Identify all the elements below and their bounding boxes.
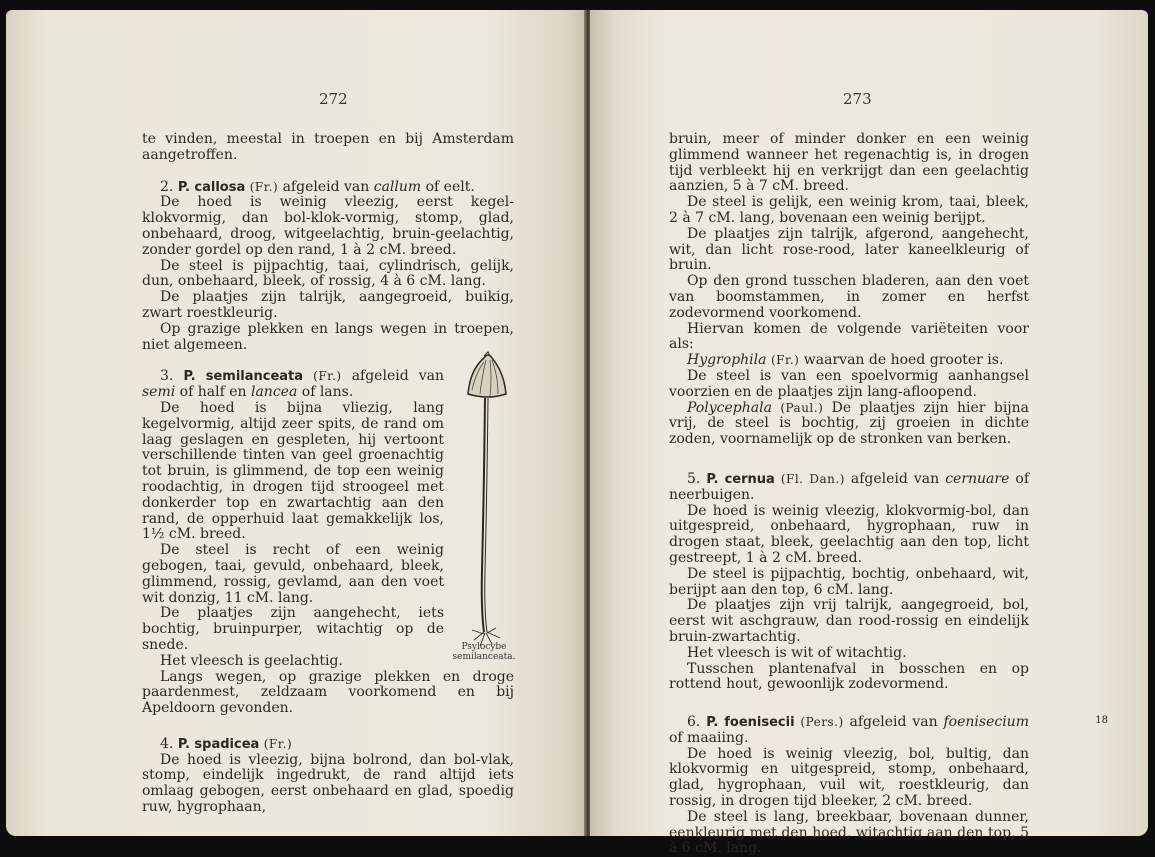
etymology-word: lancea — [250, 384, 298, 401]
paragraph: bruin, meer of minder donker en een weinig glimmend wanneer het regenachtig is, in drogen tijd verbleekt hij en verkrijgt dan een geelachtig aanzien, 5 à 7 cM. breed. — [669, 131, 1029, 195]
etymology-word: foenisecium — [943, 714, 1029, 731]
etymology-text: of eelt. — [421, 178, 475, 195]
paragraph: De hoed is weinig vleezig, bol, bultig, dan klokvormig en uitgespreid, stomp, onbehaard, glad, hygrophaan, vuil wit, roestkleurig, dan rossig, in drogen tijd bleeker, 2 cM. breed. — [669, 745, 1029, 810]
species-number: 5. — [687, 470, 701, 487]
right-page — [590, 10, 1148, 857]
variety-name: Polycephala — [687, 399, 772, 416]
species-number: 2. — [160, 178, 174, 195]
intro-paragraph: te vinden, meestal in troepen en bij Amsterdam aangetroffen. — [142, 131, 514, 163]
species-heading-spadicea — [142, 737, 514, 753]
species-name: P. semilanceata — [183, 369, 304, 385]
mushroom-illustration — [454, 350, 524, 670]
species-name: P. cernua — [706, 471, 775, 487]
species-number: 4. — [160, 735, 174, 752]
paragraph: De plaatjes zijn aangehecht, iets bochtig, bruinpurper, witachtig op de snede. — [142, 605, 444, 653]
paragraph: De steel is lang, breekbaar, bovenaan dunner, eenkleurig met den hoed, witachtig aan den top, 5 à 6 cM. lang. — [669, 808, 1029, 857]
etymology-text: afgeleid van — [282, 178, 374, 195]
paragraph: De hoed is weinig vleezig, klokvormig-bol, dan uitgespreid, onbehaard, hygrophaan, ruw in drogen staat, bleek, geelachtig aan den top, licht gestreept, 1 à 2 cM. breed. — [669, 502, 1029, 566]
paragraph: De plaatjes zijn talrijk, afgerond, aangehecht, wit, dan licht rose-rood, later kaneelkleurig of bruin. — [669, 225, 1029, 274]
variety-text: waarvan de hoed grooter is. — [799, 352, 1004, 369]
variety-paragraph — [669, 401, 1029, 448]
paragraph: De hoed is weinig vleezig, eerst kegel-klokvormig, dan bol-klok-vormig, stomp, glad, onbehaard, droog, witgeelachtig, bruin-geelachtig, zonder gordel op den rand, 1 à 2 cM. breed. — [142, 194, 514, 258]
paragraph: De steel is recht of een weinig gebogen, taai, gevuld, onbehaard, bleek, glimmend, rossig, gevlamd, aan den voet wit donzig, 11 cM. lang. — [142, 542, 444, 606]
variety-paragraph — [669, 353, 1029, 369]
paragraph: De steel is pijpachtig, taai, cylindrisch, gelijk, dun, onbehaard, bleek, of rossig, 4 à 6 cM. lang. — [142, 257, 514, 290]
etymology-word: callum — [373, 178, 422, 195]
page-number-left: 272 — [319, 90, 348, 108]
species-author: (Fl. Dan.) — [780, 471, 845, 486]
paragraph: De steel is gelijk, een weinig krom, taai, bleek, 2 à 7 cM. lang, bovenaan een weinig berijpt. — [669, 194, 1029, 226]
paragraph: Het vleesch is wit of witachtig. — [687, 644, 907, 661]
figure-caption: Psylocybe semilanceata. — [452, 642, 516, 662]
etymology-text: afgeleid van — [844, 470, 946, 487]
species-number: 3. — [160, 368, 174, 385]
left-page — [6, 10, 586, 836]
species-author: (Fr.) — [263, 736, 293, 751]
variety-text: De plaatjes zijn hier bijna vrij, de steel is bochtig, zij groeien in dichte zoden, voornamelijk op de stronken van berken. — [669, 399, 1030, 448]
paragraph: Hiervan komen de volgende variëteiten voor als: — [669, 320, 1029, 353]
species-heading-callosa — [142, 180, 514, 196]
species-name: P. foenisecii — [706, 715, 795, 731]
paragraph: Op den grond tusschen bladeren, aan den voet van boomstammen, in zomer en herfst zodevormend voorkomend. — [669, 273, 1029, 321]
species-author: (Fr.) — [313, 369, 342, 384]
paragraph: Op grazige plekken en langs wegen in troepen, niet algemeen. — [142, 320, 514, 353]
etymology-text: of maaiing. — [669, 729, 749, 746]
etymology-text: of half en — [175, 384, 251, 401]
species-number: 6. — [687, 714, 701, 731]
paragraph: Tusschen plantenafval in bosschen en op rottend hout, gewoonlijk zodevormend. — [669, 660, 1029, 693]
species-heading-cernua — [669, 472, 1029, 504]
variety-name: Hygrophila — [687, 352, 767, 369]
paragraph: De steel is van een spoelvormig aanhangsel voorzien en de plaatjes zijn lang-afloopend. — [669, 367, 1029, 400]
paragraph: De hoed is vleezig, bijna bolrond, dan bol-vlak, stomp, eindelijk ingedrukt, de rand altijd iets omlaag gebogen, eerst onbehaard en glad, spoedig ruw, hygrophaan, — [142, 751, 514, 816]
paragraph: De hoed is bijna vliezig, lang kegelvormig, altijd zeer spits, de rand om laag geslagen en gespleten, hij vertoont verschillende tinten van geel groenachtig tot bruin, is glimmend, de top een weinig roodachtig, in drogen tijd stroogeel met donkerder top en zwartachtig aan den rand, de opperhuid laat gemakkelijk los, 1½ cM. breed. — [142, 399, 444, 543]
paragraph: Langs wegen, op grazige plekken en droge paardenmest, zeldzaam voorkomend en bij Apeldoorn gevonden. — [142, 668, 514, 717]
etymology-word: semi — [142, 384, 176, 401]
right-page-text — [669, 132, 1029, 857]
species-name: P. callosa — [177, 179, 246, 195]
page-number-right: 273 — [843, 90, 872, 108]
variety-author: (Paul.) — [780, 400, 824, 415]
paragraph: De steel is pijpachtig, bochtig, onbehaard, wit, berijpt aan den top, 6 cM. lang. — [669, 565, 1029, 598]
species-heading-foenisecii — [669, 715, 1029, 747]
etymology-text: of neerbuigen. — [669, 470, 1030, 503]
species-author: (Fr.) — [249, 179, 279, 194]
etymology-text: afgeleid van — [843, 714, 944, 731]
etymology-text: afgeleid van — [351, 368, 445, 385]
paragraph: De plaatjes zijn vrij talrijk, aangegroeid, bol, eerst wit aschgrauw, dan rood-rossig en eindelijk bruin-zwartachtig. — [669, 597, 1029, 645]
variety-author: (Fr.) — [770, 353, 800, 368]
paragraph: De plaatjes zijn talrijk, aangegroeid, buikig, zwart roestkleurig. — [142, 289, 514, 321]
paragraph: Het vleesch is geelachtig. — [160, 652, 343, 669]
species-author: (Pers.) — [800, 715, 844, 730]
etymology-text: of lans. — [297, 384, 354, 401]
etymology-word: cernuare — [945, 470, 1010, 487]
species-name: P. spadicea — [177, 736, 260, 752]
printer-signature: 18 — [1095, 715, 1108, 726]
